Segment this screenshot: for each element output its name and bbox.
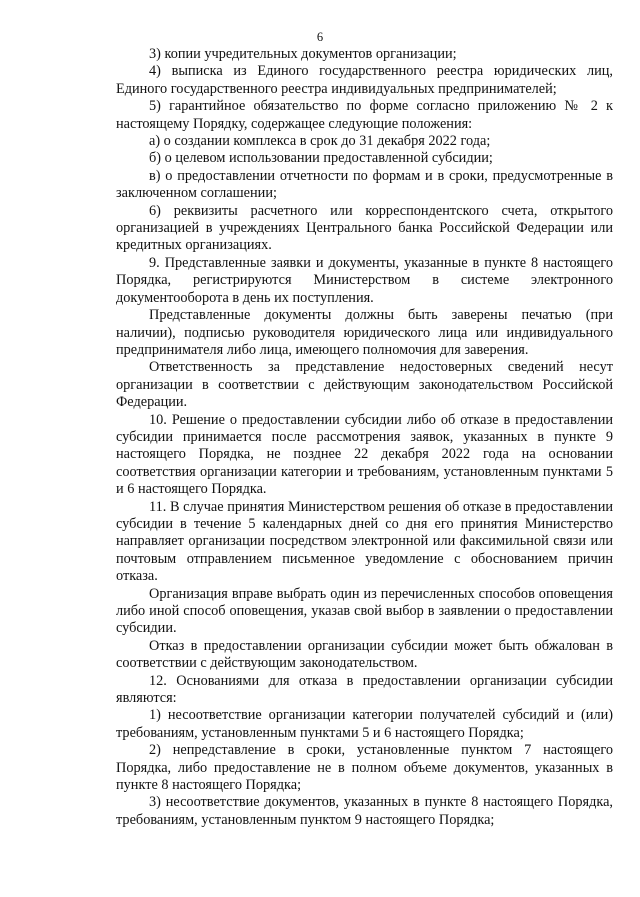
paragraph-responsibility: Ответственность за представление недостоверных сведений несут организации в соответствии с действующим законодательством Российской Федерации. [116,359,613,411]
paragraph-refusal-ground-3: 3) несоответствие документов, указанных в пункте 8 настоящего Порядка, требованиям, установленным пунктом 9 настоящего Порядка; [116,794,613,828]
paragraph-subitem-v: в) о предоставлении отчетности по формам и в сроки, предусмотренные в заключенном соглашении; [116,167,613,202]
paragraph-subitem-b: б) о целевом использовании предоставленной субсидии; [149,150,493,167]
page-number: 6 [316,30,324,44]
paragraph-item-3-copies: 3) копии учредительных документов организации; [149,46,457,62]
paragraph-clause-12: 12. Основаниями для отказа в предоставлении организации субсидии являются: [116,672,613,707]
paragraph-clause-10: 10. Решение о предоставлении субсидии либо об отказе в предоставлении субсидии принимается после рассмотрения заявок, указанных в пункте 9 настоящего Порядка, не позднее 22 декабря 2022 года на основании соответствия организации категории и требованиям, установленным пунктами 5 и 6 настоящего Порядка. [116,411,613,498]
paragraph-item-6-bank-details: 6) реквизиты расчетного или корреспондентского счета, открытого организацией в учреждениях Центрального банка Российской Федерации или кредитных организациях. [116,202,613,254]
paragraph-clause-9: 9. Представленные заявки и документы, указанные в пункте 8 настоящего Порядка, регистрируются Министерством в системе электронного документооборота в день их поступления. [116,254,613,306]
paragraph-documents-certification: Представленные документы должны быть заверены печатью (при наличии), подписью руководителя юридического лица или индивидуального предпринимателя либо лица, имеющего полномочия для заверения. [116,307,613,358]
document-body [116,46,613,829]
paragraph-refusal-ground-2: 2) непредставление в сроки, установленные пунктом 7 настоящего Порядка, либо предоставление не в полном объеме документов, указанных в пункте 8 настоящего Порядка; [116,742,613,794]
paragraph-clause-11: 11. В случае принятия Министерством решения об отказе в предоставлении субсидии в течение 5 календарных дней со дня его принятия Министерство направляет организации посредством электронной или факсимильной связи или почтовым отправлением письменное уведомление с обоснованием причин отказа. [116,498,613,585]
paragraph-refusal-ground-1: 1) несоответствие организации категории получателей субсидий и (или) требованиям, установленным пунктами 5 и 6 настоящего Порядка; [116,707,613,741]
paragraph-subitem-a: а) о создании комплекса в срок до 31 декабря 2022 года; [149,133,491,150]
paragraph-item-5-guarantee: 5) гарантийное обязательство по форме согласно приложению № 2 к настоящему Порядку, содержащее следующие положения: [116,98,613,132]
paragraph-item-4-registry-extract: 4) выписка из Единого государственного реестра юридических лиц, Единого государственного реестра индивидуальных предпринимателей; [116,63,613,97]
paragraph-appeal: Отказ в предоставлении организации субсидии может быть обжалован в соответствии с действующим законодательством. [116,637,613,672]
paragraph-notification-choice: Организация вправе выбрать один из перечисленных способов оповещения либо иной способ оповещения, указав свой выбор в заявлении о предоставлении субсидии. [116,585,613,637]
